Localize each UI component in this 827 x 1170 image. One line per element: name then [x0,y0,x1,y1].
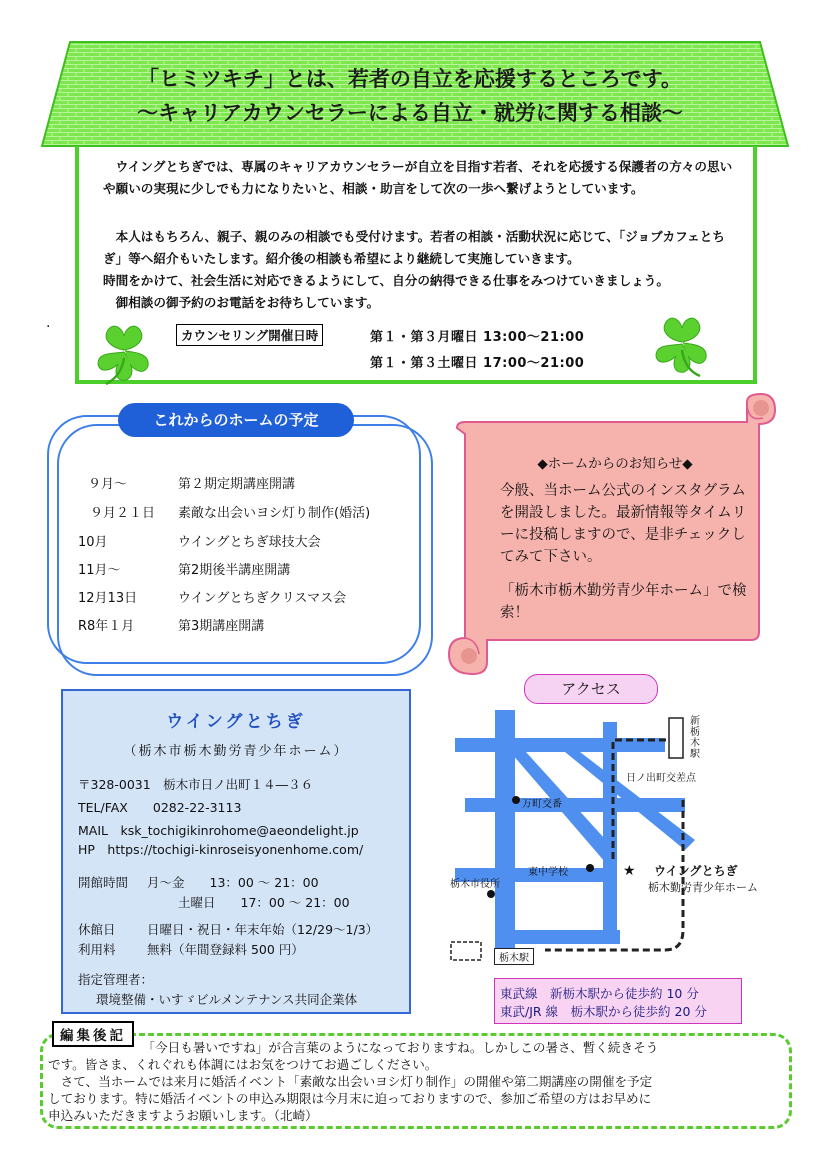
banner-title-line2: ～キャリアカウンセラーによる自立・就労に関する相談～ [137,101,683,125]
roof-banner-background [40,40,790,150]
hours-weekday: 月～金 13：00 ～ 21：00 [147,875,319,890]
event-name: ウイングとちぎクリスマス会 [178,591,347,606]
svg-text:★: ★ [623,863,636,879]
facility-mail[interactable]: MAIL ksk_tochigikinrohome@aeondelight.jp [78,823,359,838]
schedule-title: これからのホームの予定 [118,403,354,437]
clover-icon [650,310,714,380]
editor-note-line: 「今日も暑いですね」が合言葉のようになっておりますね。しかしこの暑さ、暫く続きそう [48,1040,659,1055]
notice-text-instagram: 今般、当ホーム公式のインスタグラムを開設しました。最新情報等タイムリーに投稿しますので、是非チェックしてみて下さい。 [500,483,747,565]
map-destination-sub: 栃木勤労青少年ホーム [648,881,758,894]
fee-value: 無料（年間登録料 500 円） [147,942,304,957]
access-map [445,700,725,975]
map-city-hall: 栃木市役所 [450,879,500,890]
event-date: 11月～ [78,563,121,578]
counseling-schedule-monday: 第１・第３月曜日 13:00～21:00 [370,330,585,345]
manager-label: 指定管理者： [78,972,154,987]
closed-days: 日曜日・祝日・年末年始（12/29～1/3） [147,922,379,937]
hours-label: 開館時間 [78,875,129,890]
intro-paragraph-3: 時間をかけて、社会生活に対応できるようにして、自分の納得できる仕事をみつけていきましょう。 [103,273,669,288]
editor-note-line: 申込みいただきますようお願いします。（北崎） [48,1108,318,1123]
schedule-box-shadow [57,424,433,676]
map-hinode-crossing: 日ノ出町交差点 [626,773,696,784]
event-name: 第2期後半講座開講 [178,563,291,578]
fee-label: 利用料 [78,942,116,957]
event-date: ９月２１日 [90,506,156,521]
counseling-schedule-saturday: 第１・第３土曜日 17:00～21:00 [370,356,585,371]
notice-title: ◆ホームからのお知らせ◆ [537,456,693,472]
closed-label: 休館日 [78,922,116,937]
access-tobu-jr-line: 東武/JR 線 栃木駅から徒歩約 20 分 [500,1004,707,1019]
notice-text-search: 「栃木市栃木勤労青少年ホーム」で検索！ [500,583,747,621]
map-manmachi-police-box: 万町交番 [522,799,562,810]
editor-note-line: しております。特に婚活イベントの申込み期限は今月末に迫っておりますので、参加ご希望の方はお早めに [48,1091,652,1106]
event-name: 素敵な出会いヨシ灯り制作(婚活) [178,506,371,521]
intro-paragraph-2: 本人はもちろん、親子、親のみの相談でも受付けます。若者の相談・活動状況に応じて、「ジョブカフェとちぎ」等へ紹介もいたします。紹介後の相談も希望により継続して実施していきます。 [103,229,725,266]
editor-note-line: です。皆さま、くれぐれも体調にはお気をつけてお過ごしください。 [48,1057,438,1072]
event-name: 第２期定期講座開講 [178,477,296,492]
facility-address: 〒328-0031 栃木市日ノ出町１４―３６ [78,777,314,792]
counseling-schedule-label: カウンセリング開催日時 [176,324,323,346]
event-name: 第3期講座開講 [178,619,265,634]
banner-title-line1: 「ヒミツキチ」とは、若者の自立を応援するところです。 [137,67,683,91]
event-date: 10月 [78,535,108,550]
facility-subtitle: （栃木市栃木勤労青少年ホーム） [123,744,349,759]
map-destination: ウイングとちぎ [654,864,738,878]
access-tobu-line: 東武線 新栃木駅から徒歩約 10 分 [500,986,699,1001]
facility-homepage[interactable]: HP https://tochigi-kinroseisyonenhome.com/ [78,842,364,857]
facility-tel: TEL/FAX 0282-22-3113 [78,800,242,815]
facility-name: ウイングとちぎ [166,712,306,732]
intro-paragraph-1: ウイングとちぎでは、専属のキャリアカウンセラーが自立を目指す若者、それを応援する保護者の方々の思いや願いの実現に少しでも力になりたいと、相談・助言をして次の一歩へ繋げようとしています。 [103,159,733,196]
hours-saturday: 土曜日 17：00 ～ 21：00 [178,895,350,910]
editor-note-line: さて、当ホームでは来月に婚活イベント「素敵な出会いヨシ灯り制作」の開催や第二期講座の開催を予定 [48,1074,653,1089]
event-date: ９月～ [88,477,128,492]
event-name: ウイングとちぎ球技大会 [178,535,321,550]
stray-dot: . [46,315,51,331]
editor-note-label: 編集後記 [52,1021,134,1047]
intro-paragraph-4: 御相談の御予約のお電話をお待ちしています。 [103,295,380,310]
event-date: 12月13日 [78,591,138,606]
manager-name: 環境整備・いすゞビルメンテナンス共同企業体 [96,992,358,1007]
event-date: R8年１月 [78,619,135,634]
clover-icon [92,318,156,388]
map-station-new-tochigi: 新栃木駅 [690,716,700,760]
map-station-tochigi: 栃木駅 [494,948,534,965]
access-title: アクセス [524,674,658,704]
map-higashi-junior-high: 東中学校 [528,867,568,878]
